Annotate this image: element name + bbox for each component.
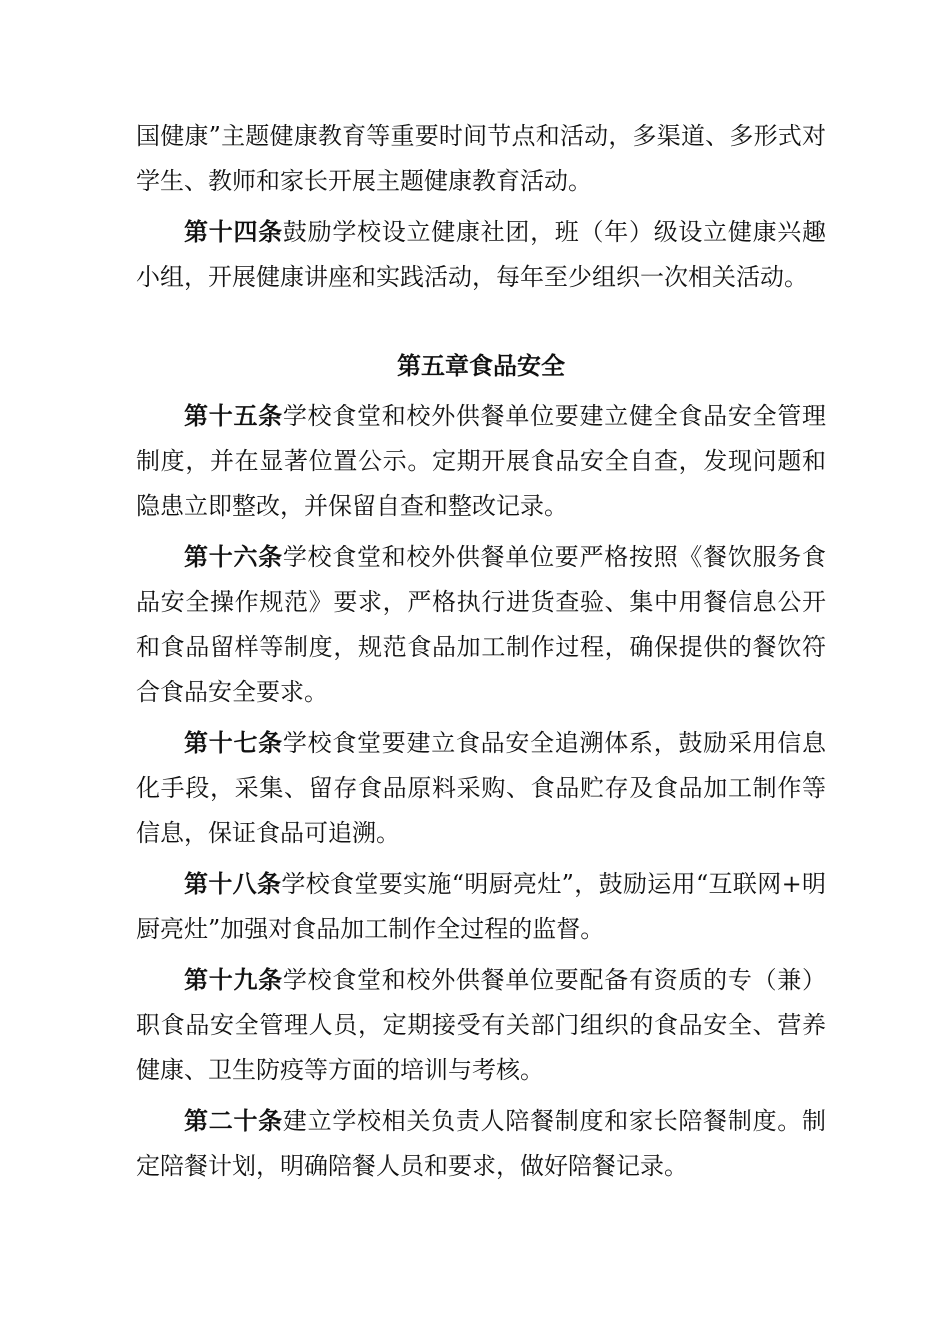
article-18-number: 第十八条 — [184, 869, 282, 898]
article-19-text: 学校食堂和校外供餐单位要配备有资质的专（兼）职食品安全管理人员，定期接受有关部门组织的食品安全、营养健康、卫生防疫等方面的培训与考核。 — [136, 966, 827, 1084]
article-19-number: 第十九条 — [184, 965, 283, 994]
article-17-number: 第十七条 — [184, 728, 283, 757]
article-17 — [136, 720, 826, 856]
article-18 — [136, 861, 826, 952]
article-16-number: 第十六条 — [184, 542, 283, 571]
article-15 — [136, 393, 826, 529]
article-16 — [136, 534, 826, 715]
article-14-text: 鼓励学校设立健康社团，班（年）级设立健康兴趣小组，开展健康讲座和实践活动，每年至少组织一次相关活动。 — [136, 218, 827, 291]
article-20 — [136, 1098, 826, 1189]
article-16-text: 学校食堂和校外供餐单位要严格按照《餐饮服务食品安全操作规范》要求，严格执行进货查验、集中用餐信息公开和食品留样等制度，规范食品加工制作过程，确保提供的餐饮符合食品安全要求。 — [136, 543, 827, 706]
article-19 — [136, 957, 826, 1093]
article-14 — [136, 209, 826, 300]
article-15-text: 学校食堂和校外供餐单位要建立健全食品安全管理制度，并在显著位置公示。定期开展食品安全自查，发现问题和隐患立即整改，并保留自查和整改记录。 — [136, 402, 827, 520]
continued-paragraph — [136, 114, 826, 204]
article-15-number: 第十五条 — [184, 401, 283, 430]
article-20-number: 第二十条 — [184, 1106, 283, 1135]
chapter-5-title: 第五章食品安全 — [397, 351, 565, 380]
article-20-text: 建立学校相关负责人陪餐制度和家长陪餐制度。制定陪餐计划，明确陪餐人员和要求，做好陪餐记录。 — [136, 1107, 827, 1180]
article-17-text: 学校食堂要建立食品安全追溯体系，鼓励采用信息化手段，采集、留存食品原料采购、食品贮存及食品加工制作等信息，保证食品可追溯。 — [136, 729, 827, 847]
document-page — [136, 114, 826, 1194]
continued-paragraph-text: 国健康”主题健康教育等重要时间节点和活动，多渠道、多形式对学生、教师和家长开展主题健康教育活动。 — [136, 122, 826, 195]
article-18-text: 学校食堂要实施“明厨亮灶”，鼓励运用“互联网+明厨亮灶”加强对食品加工制作全过程的监督。 — [136, 870, 827, 943]
article-14-number: 第十四条 — [184, 217, 283, 246]
